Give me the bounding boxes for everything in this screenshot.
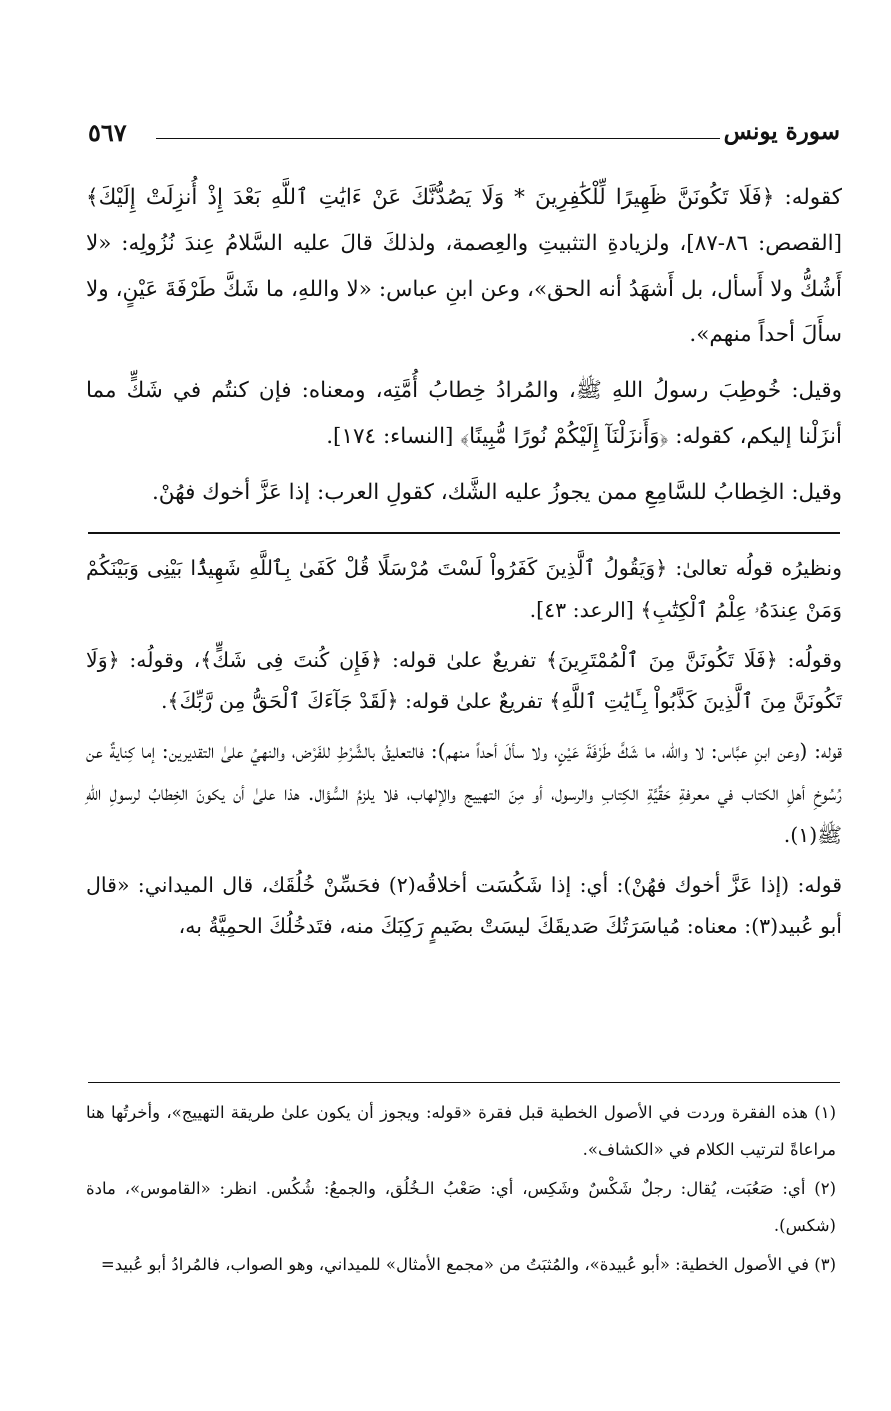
paragraph: ونظيرُه قولُه تعالىٰ: ﴿وَيَقُولُ ٱلَّذِينَ كَفَرُواْ لَسْتَ مُرْسَلًا قُلْ كَفَىٰ بِٱللَّهِ شَهِيدًۢا بَيْنِى وَبَيْنَكُمْ وَمَنْ عِندَهُۥ عِلْمُ ٱلْكِتَٰبِ﴾ [الرعد: ٤٣].: [86, 556, 842, 622]
main-text-upper: [86, 175, 842, 526]
paragraph: وقيل: خُوطِبَ رسولُ اللهِ ﷺ، والمُرادُ خِطابُ أُمَّتِه، ومعناه: فإن كنتُم في شَكٍّ مما أنزَلْنا إليكم، كقوله: ﴿وَأَنزَلْنَآ إِلَيْكُمْ نُورًا مُّبِينًا﴾ [النساء: ١٧٤].: [86, 378, 842, 449]
paragraph: وقولُه: ﴿فَلَا تَكُونَنَّ مِنَ ٱلْمُمْتَرِينَ﴾ تفريعٌ علىٰ قوله: ﴿فَإِن كُنتَ فِى شَكٍّ﴾، وقولُه: ﴿وَلَا تَكُونَنَّ مِنَ ٱلَّذِينَ كَذَّبُواْ بِـَٔايَٰتِ ٱللَّهِ﴾ تفريعٌ علىٰ قوله: ﴿لَقَدْ جَآءَكَ ٱلْحَقُّ مِن رَّبِّكَ﴾.: [86, 647, 842, 714]
footnote: (٣) في الأصول الخطية: «أبو عُبيدة»، والمُثبَتُ من «مجمع الأمثال» للميداني، وهو الصواب، فالمُرادُ أبو عُبيد=: [100, 1255, 836, 1275]
running-header: [88, 118, 840, 158]
footnotes: [86, 1095, 836, 1287]
paragraph: كقوله: ﴿فَلَا تَكُونَنَّ ظَهِيرًا لِّلْكَٰفِرِينَ * وَلَا يَصُدُّنَّكَ عَنْ ءَايَٰتِ ٱللَّهِ بَعْدَ إِذْ أُنزِلَتْ إِلَيْكَ﴾ [القصص: ٨٦-٨٧]، ولزيادةِ التثبيتِ والعِصمة، ولذلكَ قالَ عليه السَّلامُ عِندَ نُزُولِه: «لا أَشُكُّ ولا أَسأل، بل أَشهَدُ أنه الحق»، وعن ابنِ عباس: «لا واللهِ، ما شَكَّ طَرْفَةَ عَيْنٍ، ولا سأَلَ أحداً منهم».: [86, 185, 842, 348]
section-divider: [88, 532, 840, 534]
header-rule: [156, 138, 720, 139]
footnote: (١) هذه الفقرة وردت في الأصول الخطية قبل فقرة «قوله: ويجوز أن يكون علىٰ طريقة التهييج»، وأخرتُها هنا مراعاةً لترتيب الكلام في «الكشاف».: [86, 1103, 836, 1159]
footnote: (٢) أي: صَعُبَت، يُقال: رجلٌ شَكْسٌ وشَكِس، أي: صَعْبُ الـخُلُق، والجمعُ: شُكُس. انظر: «القاموس»، مادة (شكس).: [86, 1179, 836, 1235]
commentary-text: [86, 548, 842, 956]
paragraph: وقيل: الخِطابُ للسَّامِعِ ممن يجوزُ عليه الشَّك، كقولِ العرب: إذا عَزَّ أخوك فهُنْ.: [151, 479, 842, 505]
surah-title: سورة يونس: [723, 118, 840, 145]
paragraph: قوله: (وعن ابنِ عبَّاس: لا والله، ما شَكَّ طَرْفَةَ عَيْنٍ، ولا سألَ أحداً منهم): فالتعليقُ بالشَّرْطِ للفَرْض، والنهيُ علىٰ التقديرين: إما كِنايةٌ عن رُسُوخِ أهلِ الكتاب في معرفةِ حَقِّيَّةِ الكِتابِ والرسول، أو مِنَ التهييج والإلهاب، فلا يلزمُ السُّؤال. هذا علىٰ أن يكونَ الخِطابُ لرسولِ اللهِ ﷺ(١).: [86, 739, 842, 847]
paragraph: قوله: (إذا عَزَّ أخوك فهُنْ): أي: إذا شَكُسَت أخلاقُه(٢) فحَسِّنْ خُلُقَك، قال الميداني: «قال أبو عُبيد(٣): معناه: مُياسَرَتُكَ صَديقَكَ ليسَتْ بضَيمٍ رَكِبَكَ منه، فتَدخُلُكَ الحمِيَّةُ به،: [86, 872, 842, 939]
page-number: ٥٦٧: [88, 118, 127, 147]
footnote-divider: [88, 1082, 840, 1083]
